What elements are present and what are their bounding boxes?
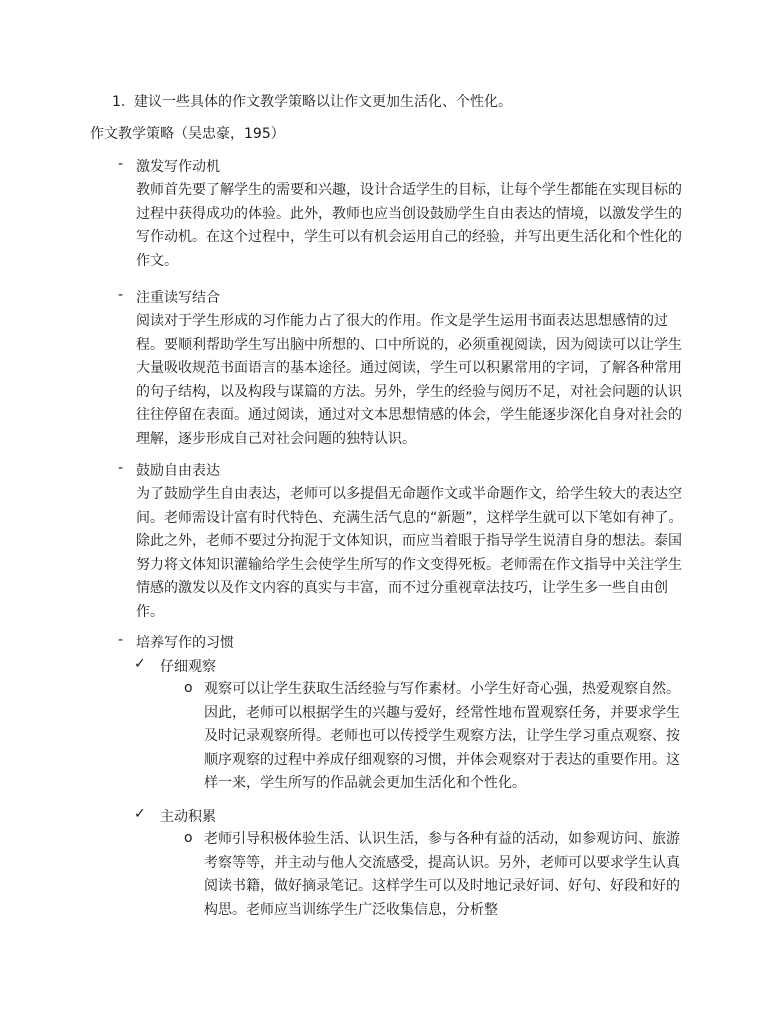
document-title: 作文教学策略（吴忠豪，195）	[90, 126, 285, 142]
section-body	[136, 632, 688, 655]
question-text: 建议一些具体的作文教学策略以让作文更加生活化、个性化。	[134, 94, 512, 110]
dash-bullet: -	[118, 156, 124, 172]
question-number: 1.	[112, 94, 126, 110]
section-body	[136, 287, 688, 451]
checkmark-icon: ✓	[134, 806, 146, 822]
section-heading: 培养写作的习惯	[136, 635, 234, 651]
dash-bullet: -	[118, 632, 124, 648]
subsection-paragraph: 观察可以让学生获取生活经验与写作素材。小学生好奇心强，热爱观察自然。因此，老师可以根据学生的兴趣与爱好，经常性地布置观察任务，并要求学生及时记录观察所得。老师也可以传授学生观察方法，让学生学习重点观察、按顺序观察的过程中养成仔细观察的习惯，并体会观察对于表达的重要作用。这样一来，学生所写的作品就会更加生活化和个性化。	[204, 681, 680, 791]
section-body	[136, 460, 688, 624]
circle-bullet-icon: o	[184, 680, 193, 696]
section-paragraph: 阅读对于学生形成的习作能力占了很大的作用。作文是学生运用书面表达思想感情的过程。要顺利帮助学生写出脑中所想的、口中所说的，必须重视阅读，因为阅读可以让学生大量吸收规范书面语言的基本途径。通过阅读，学生可以积累常用的字词，了解各种常用的句子结构，以及构段与谋篇的方法。另外，学生的经验与阅历不足，对社会问题的认识往往停留在表面。通过阅读，通过对文本思想情感的体会，学生能逐步深化自身对社会的理解，逐步形成自己对社会问题的独特认识。	[136, 313, 682, 447]
subsection-heading: 仔细观察	[160, 659, 216, 675]
section-heading: 鼓励自由表达	[136, 463, 220, 479]
question	[112, 92, 708, 112]
section-paragraph: 为了鼓励学生自由表达，老师可以多提倡无命题作文或半命题作文，给学生较大的表达空间。老师需设计富有时代特色、充满生活气息的“新题”，这样学生就可以下笔如有神了。除此之外，老师不要过分拘泥于文体知识，而应当着眼于指导学生说清自身的想法。泰国努力将文体知识灌输给学生会使学生所写的作文变得死板。老师需在作文指导中关注学生情感的激发以及作文内容的真实与丰富，而不过分重视章法技巧，让学生多一些自由创作。	[136, 486, 683, 620]
subsection-heading: 主动积累	[160, 809, 216, 825]
subsection-paragraph: 老师引导积极体验生活、认识生活，参与各种有益的活动，如参观访问、旅游考察等等，并主动与他人交流感受，提高认识。另外，老师可以要求学生认真阅读书籍，做好摘录笔记。这样学生可以及时地记录好词、好句、好段和好的构思。老师应当训练学生广泛收集信息，分析整	[204, 831, 680, 918]
dash-bullet: -	[118, 460, 124, 476]
circle-bullet-icon: o	[184, 830, 193, 846]
section-body	[136, 156, 688, 273]
checkmark-icon: ✓	[134, 656, 146, 672]
section-paragraph: 教师首先要了解学生的需要和兴趣，设计合适学生的目标，让每个学生都能在实现目标的过程中获得成功的体验。此外，教师也应当创设鼓励学生自由表达的情境，以激发学生的写作动机。在这个过程中，学生可以有机会运用自己的经验，并写出更生活化和个性化的作文。	[136, 182, 682, 269]
dash-bullet: -	[118, 287, 124, 303]
section-heading: 激发写作动机	[136, 159, 220, 175]
section-heading: 注重读写结合	[136, 290, 220, 306]
